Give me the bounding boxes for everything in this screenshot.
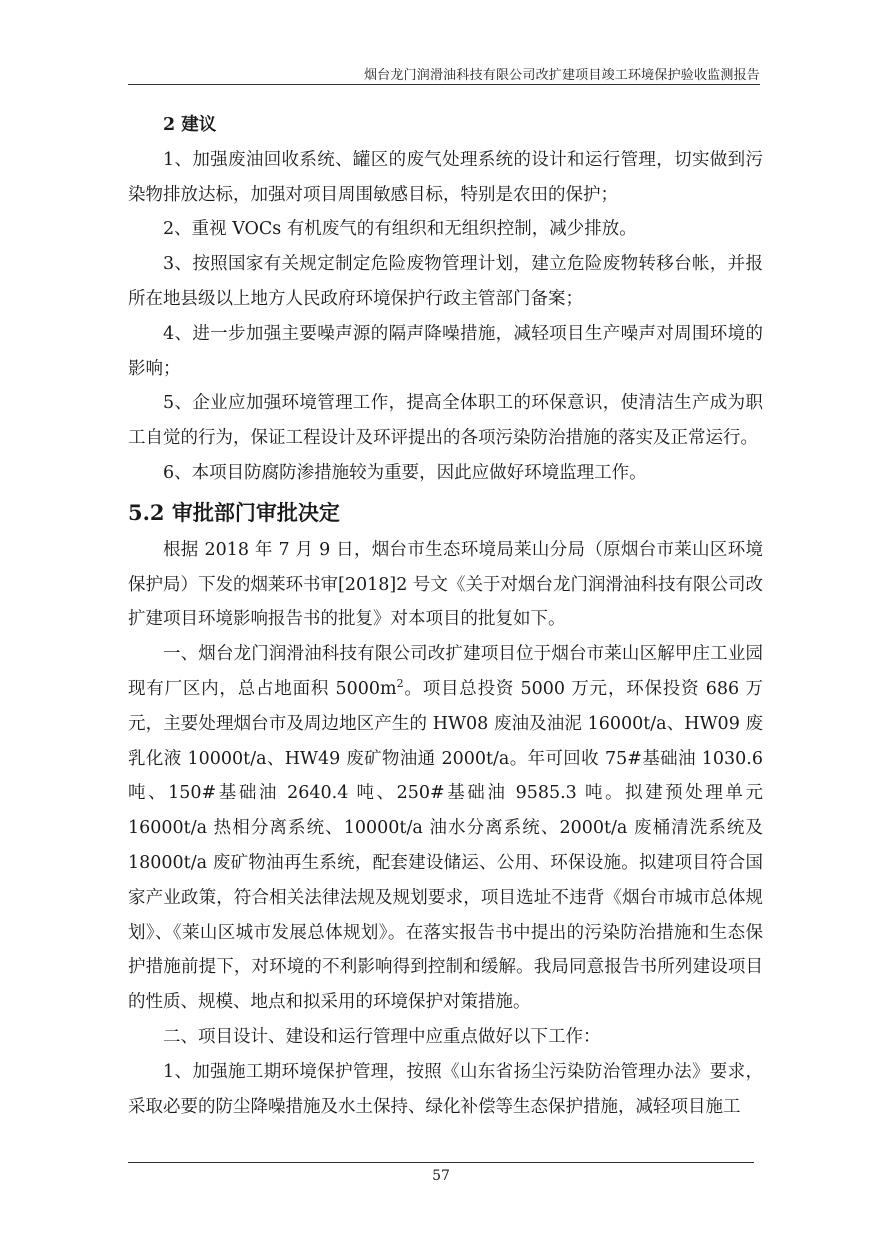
header-rule <box>128 84 760 85</box>
approval-item-2-paragraph: 二、项目设计、建设和运行管理中应重点做好以下工作： <box>163 1026 601 1047</box>
suggestion-item-1: 1、加强废油回收系统、罐区的废气处理系统的设计和运行管理，切实做到污染物排放达标，加强对项目周围敏感目标，特别是农田的保护； <box>128 149 763 205</box>
page-number: 57 <box>432 1168 450 1184</box>
approval-item-1-paragraph <box>128 637 763 1020</box>
approval-item-1-text-a: 一、烟台龙门润滑油科技有限公司改扩建项目位于烟台市莱山区解甲庄工业园现有厂区内，总占地面积 5000m <box>128 644 763 699</box>
suggestion-item-4: 4、进一步加强主要噪声源的隔声降噪措施，减轻项目生产噪声对周围环境的影响； <box>128 323 763 379</box>
suggestion-item-2: 2、重视 VOCs 有机废气的有组织和无组织控制，减少排放。 <box>163 219 637 240</box>
suggestion-item-3: 3、按照国家有关规定制定危险废物管理计划，建立危险废物转移台帐，并报所在地县级以上地方人民政府环境保护行政主管部门备案； <box>128 254 763 309</box>
running-header: 烟台龙门润滑油科技有限公司改扩建项目竣工环境保护验收监测报告 <box>363 68 760 83</box>
section-title: 5.2 审批部门审批决定 <box>128 499 340 525</box>
approval-intro-paragraph: 根据 2018 年 7 月 9 日，烟台市生态环境局莱山分局（原烟台市莱山区环境保护局）下发的烟莱环书审[2018]2 号文《关于对烟台龙门润滑油科技有限公司改扩建项目环境影响报告书的批复》对本项目的批复如下。 <box>128 539 763 630</box>
suggestion-item-5: 5、企业应加强环境管理工作，提高全体职工的环保意识，使清洁生产成为职工自觉的行为，保证工程设计及环评提出的各项污染防治措施的落实及正常运行。 <box>128 393 763 449</box>
approval-item-1-text-b: 。项目总投资 5000 万元，环保投资 686 万元，主要处理烟台市及周边地区产生的 HW08 废油及油泥 16000t/a、HW09 废乳化液 10000t/a、HW49 废矿物油通 2000t/a。年可回收 75#基础油 1030.6 吨、150#基础油 2640.4 吨、250#基础油 9585.3 吨。拟建预处理单元 16000t/a 热相分离系统、10000t/a 油水分离系统、2000t/a 废桶清洗系统及 18000t/a 废矿物油再生系统，配套建设储运、公用、环保设施。拟建项目符合国家产业政策，符合相关法律法规及规划要求，项目选址不违背《烟台市城市总体规划》、《莱山区城市发展总体规划》。在落实报告书中提出的污染防治措施和生态保护措施前提下，对环境的不利影响得到控制和缓解。我局同意报告书所列建设项目的性质、规模、地点和拟采用的环境保护对策措施。 <box>128 678 763 1013</box>
suggestions-heading: 2 建议 <box>163 115 217 135</box>
footer-rule <box>128 1162 754 1163</box>
page-body <box>128 108 763 1124</box>
approval-item-3-paragraph: 1、加强施工期环境保护管理，按照《山东省扬尘污染防治管理办法》要求，采取必要的防尘降噪措施及水土保持、绿化补偿等生态保护措施，减轻项目施工 <box>128 1061 763 1117</box>
area-unit-superscript: 2 <box>396 677 404 691</box>
suggestion-item-6: 6、本项目防腐防渗措施较为重要，因此应做好环境监理工作。 <box>163 462 647 483</box>
